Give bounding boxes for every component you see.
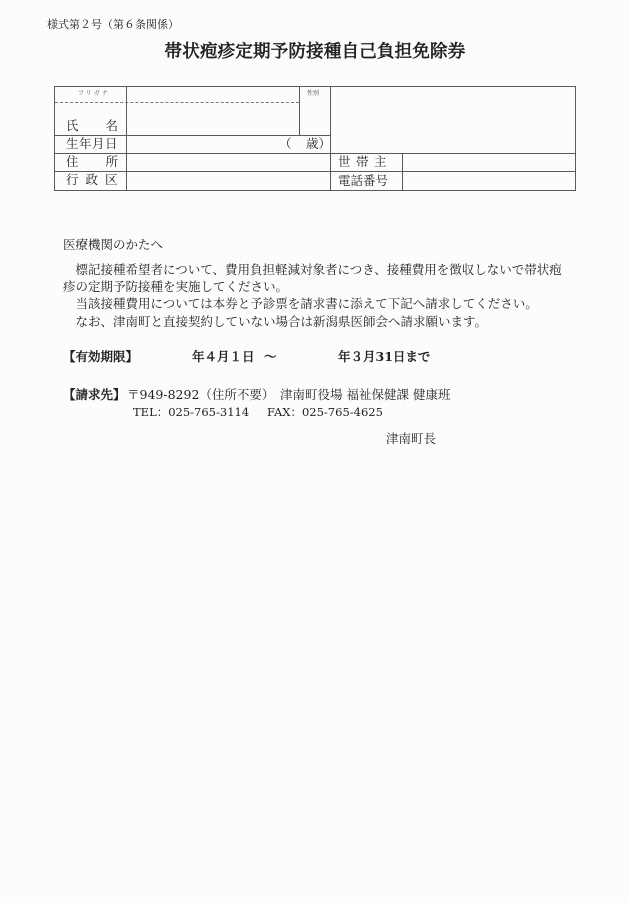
address-label: 住所 [66, 154, 146, 169]
validity-end: 年３月31日まで [338, 349, 431, 364]
age-suffix: 歳） [306, 136, 332, 151]
householder-field [403, 154, 574, 170]
birthdate-field [127, 136, 277, 152]
billing-fax: FAX：025-765-4625 [267, 405, 383, 419]
householder-label: 世帯主 [338, 154, 393, 169]
name-label: 氏名 [66, 118, 146, 133]
notice-salutation: 医療機関のかたへ [63, 237, 164, 252]
furigana-label: フリガナ [78, 90, 110, 97]
district-label: 行政区 [66, 172, 125, 187]
phone-label: 電話番号 [338, 173, 389, 188]
billing-postal-code: 〒949-8292（住所不要） [127, 387, 275, 402]
validity-separator: ～ [264, 349, 277, 364]
notice-line: なお、津南町と直接契約していない場合は新潟県医師会へ請求願います。 [63, 314, 488, 329]
name-field [127, 103, 298, 134]
issuer-signature: 津南町長 [386, 431, 437, 446]
age-field [292, 136, 306, 152]
billing-label: 【請求先】 [63, 387, 126, 402]
blank-right-cell [331, 87, 574, 152]
billing-tel: TEL：025-765-3114 [133, 405, 250, 419]
validity-label: 【有効期限】 [63, 349, 139, 364]
age-open-paren: （ [279, 136, 292, 151]
billing-office: 津南町役場 福祉保健課 健康班 [280, 387, 451, 402]
district-field [127, 172, 329, 189]
sex-label: 性別 [307, 90, 320, 97]
notice-line: 疹の定期予防接種を実施してください。 [63, 279, 289, 294]
sex-field [300, 100, 329, 134]
phone-field [403, 172, 574, 189]
validity-start: 年４月１日 [192, 349, 255, 364]
address-field [127, 154, 329, 170]
notice-line: 標記接種希望者について、費用負担軽減対象者につき、接種費用を徴収しないで帯状疱 [63, 262, 562, 277]
furigana-field [127, 87, 298, 102]
form-number: 様式第２号（第６条関係） [47, 18, 179, 31]
birthdate-label: 生年月日 [66, 136, 119, 151]
page-title: 帯状疱疹定期予防接種自己負担免除券 [164, 42, 466, 62]
notice-line: 当該接種費用については本券と予診票を請求書に添えて下記へ請求してください。 [63, 296, 538, 311]
